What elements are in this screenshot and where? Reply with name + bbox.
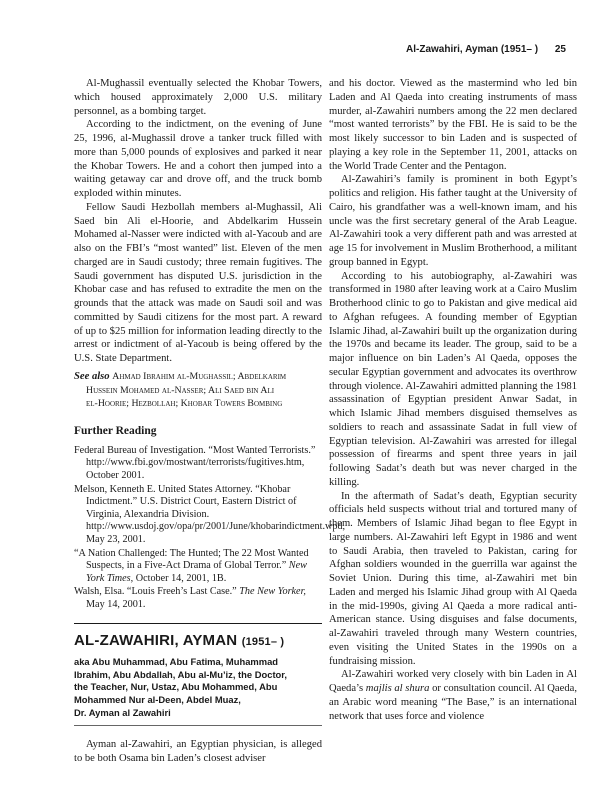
bib-publication: New York Times,	[86, 560, 307, 584]
page-number: 25	[554, 44, 566, 55]
bib-text: Walsh, Elsa. “Louis Freeh’s Last Case.”	[74, 586, 240, 598]
running-title: Al-Zawahiri, Ayman (1951– )	[406, 44, 539, 55]
see-also-label: See also	[74, 370, 110, 382]
body-paragraph: According to the indictment, on the evening of June 25, 1996, al-Mughassil drove a tanker truck filled with more than 5,000 pounds of explosives and parked it near the Khobar Towers. He and a cohort then jumped into a waiting getaway car and drove off, and the truck bomb exploded within minutes.	[74, 119, 322, 199]
entry-title	[74, 634, 322, 650]
see-also	[74, 370, 322, 411]
para-term: majlis al shura	[365, 683, 430, 694]
body-paragraph: According to his autobiography, al-Zawahiri was transformed in 1980 after leaving work at a Cairo Muslim Brotherhood clinic to go to Pakistan and give medical aid to Afghan refugees. A founding member of Egyptian Islamic Jihad, al-Zawahiri built up the organization during the 1970s and became its leader. The group, said to be a major influence on bin Laden’s Al Qaeda, opposes the secular Egyptian government and advocates its overthrow through violence. Al-Zawahiri admitted planning the 1981 assassination of Egyptian president Anwar Sadat, in which Islamic Jihad members disguised themselves as soldiers to reach and assassinate Sadat in full view of Egyptian television. Al-Zawahiri was arrested for illegal possession of firearms and spent three years in jail following Sadat’s death but was never charged in the killing.	[329, 270, 577, 488]
see-also-refs: Hussein Mohamed al-Nasser; Ali Saed bin Ali	[86, 384, 275, 396]
entry-dates: (1951– )	[241, 636, 285, 649]
bib-entry	[74, 586, 322, 611]
section-divider	[74, 623, 322, 624]
body-paragraph: Fellow Saudi Hezbollah members al-Mughassil, Ali Saed bin Ali el-Hoorie, and Abdelkarim Hussein Mohamed al-Nasser were indicted with al-Yacoub and are also on the FBI’s “most wanted” list. Eleven of the men charged are in Saudi custody; three remain fugitives. The Saudi government has disputed U.S. jurisdiction in the Khobar case and has refused to extradite the men on the grounds that the attack was made on Saudi soil and was committed by Saudi citizens for the most part. A reward of up to $25 million for information leading directly to the arrest or indictment of al-Yacoub is being offered by the U.S. State Department.	[74, 201, 322, 364]
bib-entry	[74, 548, 322, 586]
bib-text: October 14, 2001, 1B.	[133, 572, 227, 584]
bib-text: “A Nation Challenged: The Hunted; The 22 Most Wanted Suspects, in a Five-Act Drama of Global Terror.”	[74, 547, 309, 572]
right-column	[329, 77, 577, 723]
para-text: or consultation council. Al Qaeda, an Arabic word meaning “The Base,” is an international network that uses force and violence	[329, 683, 577, 722]
body-paragraph: Al-Mughassil eventually selected the Khobar Towers, which housed approximately 2,000 U.S. military personnel, as a bombing target.	[74, 78, 322, 117]
aka-line: aka Abu Muhammad, Abu Fatima, Muhammad	[74, 656, 279, 668]
entry-intro: Ayman al-Zawahiri, an Egyptian physician, is alleged to be both Osama bin Laden’s closest adviser	[74, 739, 322, 764]
aka-list	[74, 656, 322, 719]
aka-divider	[74, 725, 322, 726]
body-paragraph	[329, 668, 577, 723]
aka-line: Ibrahim, Abu Abdallah, Abu al-Mu’iz, the Doctor,	[74, 668, 288, 680]
bib-publication: The New Yorker,	[239, 586, 306, 598]
bib-text: Federal Bureau of Investigation. “Most Wanted Terrorists.” http://www.fbi.gov/mostwant/terrorists/fugitives.htm, October 2001.	[74, 444, 316, 481]
bib-text: May 14, 2001.	[86, 598, 146, 610]
see-also-refs: Ahmad Ibrahim al-Mughassil; Abdelkarim	[112, 370, 287, 382]
bib-entry	[74, 445, 322, 483]
body-paragraph: In the aftermath of Sadat’s death, Egyptian security officials held suspects without trial and tortured many of them. Members of Islamic Jihad began to flee Egypt in large numbers. Al-Zawahiri left Egypt in 1986 and went to Saudi Arabia, then traveled to Pakistan, caring for Afghan soldiers wounded in the guerrilla war against the Soviet Union. During this time, al-Zawahiri met bin Laden and merged his Islamic Jihad group with Al Qaeda in the mid-1990s, giving Al Qaeda a more radical anti-American stance. Using disguises and false documents, al-Zawahiri traveled through many Western countries, even visiting the United States in the 1990s on a fundraising mission.	[329, 490, 577, 667]
aka-line: Mohammed Nur al-Deen, Abdel Muaz,	[74, 694, 241, 705]
body-paragraph: and his doctor. Viewed as the mastermind who led bin Laden and Al Qaeda into creating instruments of mass murder, al-Zawahiri numbers among the 22 men declared “most wanted terrorists” by the FBI. He is said to be the most likely successor to bin Laden and is suspected of playing a key role in the September 11, 2001, attacks on the World Trade Center and the Pentagon.	[329, 78, 577, 172]
entry-name: AL-ZAWAHIRI, AYMAN	[74, 632, 238, 650]
see-also-refs: el-Hoorie; Hezbollah; Khobar Towers Bombing	[86, 398, 283, 410]
running-head	[330, 44, 566, 55]
aka-line: the Teacher, Nur, Ustaz, Abu Mohammed, Abu	[74, 681, 278, 693]
bib-entry	[74, 483, 346, 547]
para-text: Al-Zawahiri worked very closely with bin Laden in Al Qaeda’s	[329, 669, 577, 694]
left-column	[74, 77, 346, 766]
body-paragraph: Al-Zawahiri’s family is prominent in both Egypt’s politics and religion. His father taught at the University of Cairo, his grandfather was a well-known imam, and his uncle was the first secretary general of the Arab League. Al-Zawahiri took a very different path and was arrested at age 15 for involvement in Muslim Brotherhood, a militant group banned in Egypt.	[329, 174, 577, 268]
aka-line: Dr. Ayman al Zawahiri	[74, 706, 171, 718]
bib-text: Melson, Kenneth E. United States Attorney. “Khobar Indictment.” U.S. District Court, Eastern District of Virginia, Alexandria Division. http://www.usdoj.gov/opa/pr/2001/June/khobarindictment.wpd, May 23, 2001.	[74, 483, 346, 545]
further-reading-heading: Further Reading	[74, 425, 157, 437]
